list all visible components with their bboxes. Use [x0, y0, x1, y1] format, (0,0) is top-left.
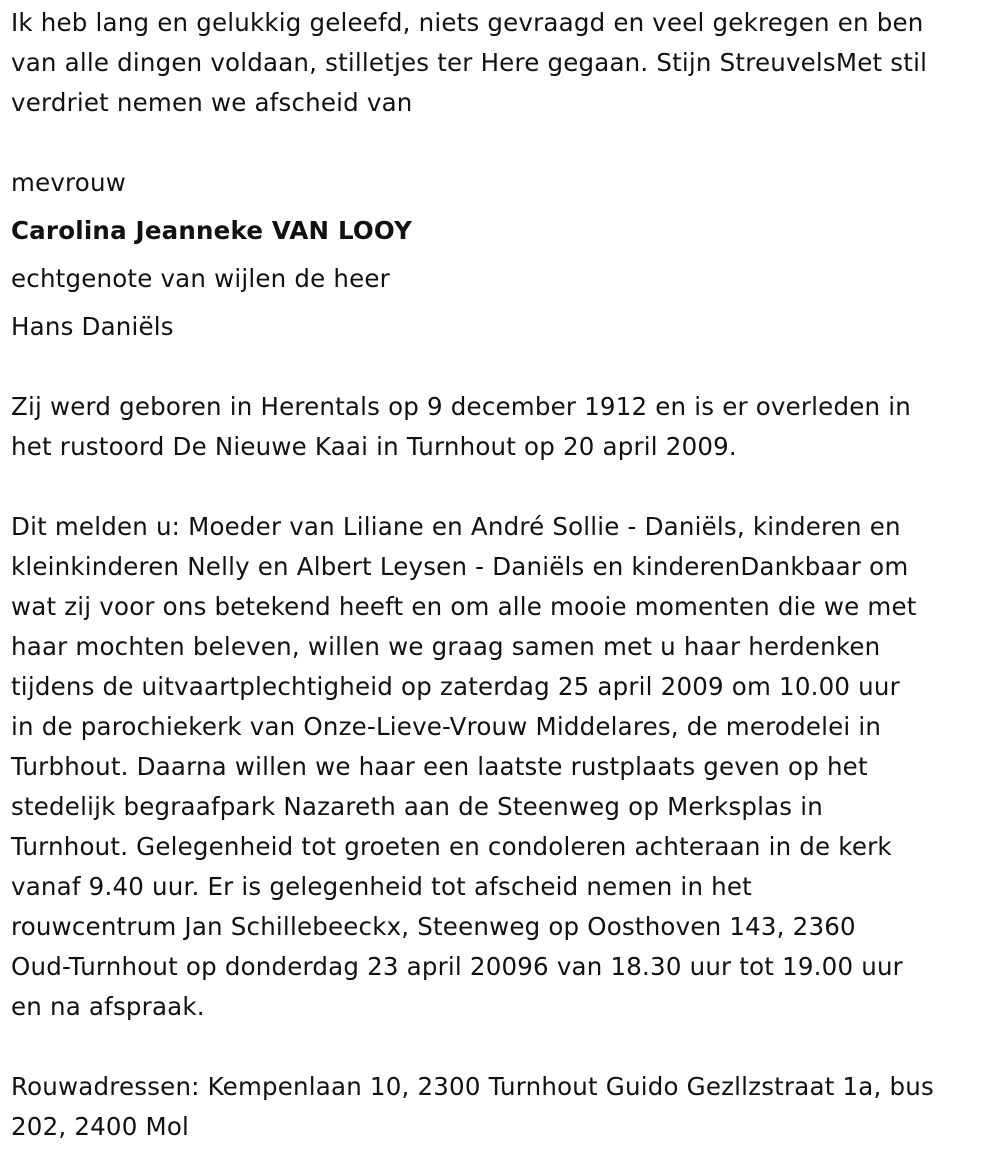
intro-quote [11, 3, 993, 123]
text-line: 202, 2400 Mol [11, 1112, 190, 1141]
paragraph-gap [11, 1027, 993, 1067]
text-line: tijdens de uitvaartplechtigheid op zaterdag 25 april 2009 om 10.00 uur [11, 672, 900, 701]
spouse-name: Hans Daniëls [11, 312, 174, 341]
spouse-intro: echtgenote van wijlen de heer [11, 264, 390, 293]
text-line: kleinkinderen Nelly en Albert Leysen - Daniëls en kinderenDankbaar om [11, 552, 909, 581]
text-line: Ik heb lang en gelukkig geleefd, niets gevraagd en veel gekregen en ben [11, 8, 924, 37]
text-line: Turnhout. Gelegenheid tot groeten en condoleren achteraan in de kerk [11, 832, 892, 861]
text-line: Dit melden u: Moeder van Liliane en André Sollie - Daniëls, kinderen en [11, 512, 901, 541]
text-line: stedelijk begraafpark Nazareth aan de Steenweg op Merksplas in [11, 792, 823, 821]
text-line: Turbhout. Daarna willen we haar een laatste rustplaats geven op het [11, 752, 868, 781]
text-line: Rouwadressen: Kempenlaan 10, 2300 Turnhout Guido Gezllzstraat 1a, bus [11, 1072, 934, 1101]
address-paragraph [11, 1067, 993, 1147]
paragraph-gap [11, 123, 993, 163]
text-line: Oud-Turnhout op donderdag 23 april 20096 van 18.30 uur tot 19.00 uur [11, 952, 903, 981]
deceased-name: Carolina Jeanneke VAN LOOY [11, 216, 413, 245]
text-line: vanaf 9.40 uur. Er is gelegenheid tot afscheid nemen in het [11, 872, 752, 901]
paragraph-gap [11, 467, 993, 507]
text-line: verdriet nemen we afscheid van [11, 88, 413, 117]
text-line: Zij werd geboren in Herentals op 9 december 1912 en is er overleden in [11, 392, 911, 421]
text-line: haar mochten beleven, willen we graag samen met u haar herdenken [11, 632, 881, 661]
birth-death-paragraph [11, 387, 993, 467]
text-line: en na afspraak. [11, 992, 205, 1021]
obituary-notice [11, 3, 993, 1147]
text-line: in de parochiekerk van Onze-Lieve-Vrouw Middelares, de merodelei in [11, 712, 882, 741]
text-line: van alle dingen voldaan, stilletjes ter Here gegaan. Stijn StreuvelsMet stil [11, 48, 928, 77]
title-prefix: mevrouw [11, 168, 126, 197]
text-line: wat zij voor ons betekend heeft en om alle mooie momenten die we met [11, 592, 917, 621]
line-spacer [11, 299, 993, 307]
deceased-block [11, 163, 993, 347]
text-line: rouwcentrum Jan Schillebeeckx, Steenweg op Oosthoven 143, 2360 [11, 912, 856, 941]
announcement-paragraph [11, 507, 993, 1027]
text-line: het rustoord De Nieuwe Kaai in Turnhout op 20 april 2009. [11, 432, 737, 461]
paragraph-gap [11, 347, 993, 387]
